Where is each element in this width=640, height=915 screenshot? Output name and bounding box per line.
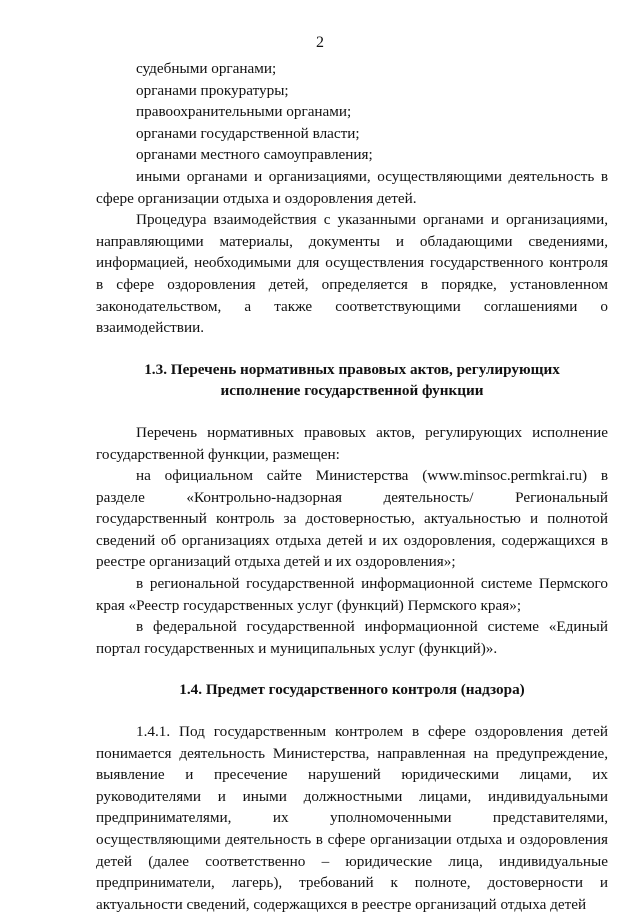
section-1-3-heading — [96, 359, 608, 402]
list-item: иными органами и организациями, осуществляющими деятельность в сфере организации отдыха и оздоровления детей. — [96, 167, 608, 207]
section-1-4-1-paragraph: 1.4.1. Под государственным контролем в сфере оздоровления детей понимается деятельность Министерства, направленная на предупреждение, выявление и пресечение нарушений юридическими лицами, их руководителями и иными должностными лицами, индивидуальными предпринимателями, их уполномоченными представителями, осуществляющими деятельность в сфере организации отдыха и оздоровления детей (далее соответственно – юридические лица, индивидуальные предприниматели, лагерь), требований к полноте, достоверности и актуальности сведений, содержащихся в реестре организаций отдыха детей — [96, 723, 608, 913]
regulatory-act-location: на официальном сайте Министерства (www.minsoc.permkrai.ru) в разделе «Контрольно-надзорная деятельность/ Региональный государственный контроль за достоверностью, актуальностью и полнотой сведений об организациях отдыха детей и их оздоровления, содержащихся в реестре организаций отдыха детей и их оздоровления»; — [96, 467, 608, 571]
section-1-3-intro: Перечень нормативных правовых актов, регулирующих исполнение государственной функции, размещен: — [96, 423, 608, 463]
section-1-4-heading: 1.4. Предмет государственного контроля (надзора) — [179, 681, 525, 699]
section-1-3-heading-line1: 1.3. Перечень нормативных правовых актов, регулирующих — [144, 360, 560, 378]
document-body — [96, 58, 608, 915]
procedure-paragraph: Процедура взаимодействия с указанными органами и организациями, направляющими материалы, документы и обладающими сведениями, информацией, необходимыми для осуществления государственного контроля в сфере оздоровления детей, определяется в порядке, установленном законодательством, а также соответствующими соглашениями о взаимодействии. — [96, 211, 608, 337]
regulatory-act-location: в федеральной государственной информационной системе «Единый портал государственных и муниципальных услуг (функций)». — [96, 618, 608, 657]
list-item: органами прокуратуры; — [136, 81, 289, 99]
list-item: судебными органами; — [136, 60, 277, 77]
page-number: 2 — [316, 34, 324, 51]
list-item: правоохранительными органами; — [136, 103, 352, 121]
section-1-3-heading-line2: исполнение государственной функции — [220, 382, 484, 400]
regulatory-act-location: в региональной государственной информационной системе Пермского края «Реестр государственных услуг (функций) Пермского края»; — [96, 575, 608, 614]
list-item: органами местного самоуправления; — [136, 146, 373, 164]
list-item: органами государственной власти; — [136, 124, 360, 142]
